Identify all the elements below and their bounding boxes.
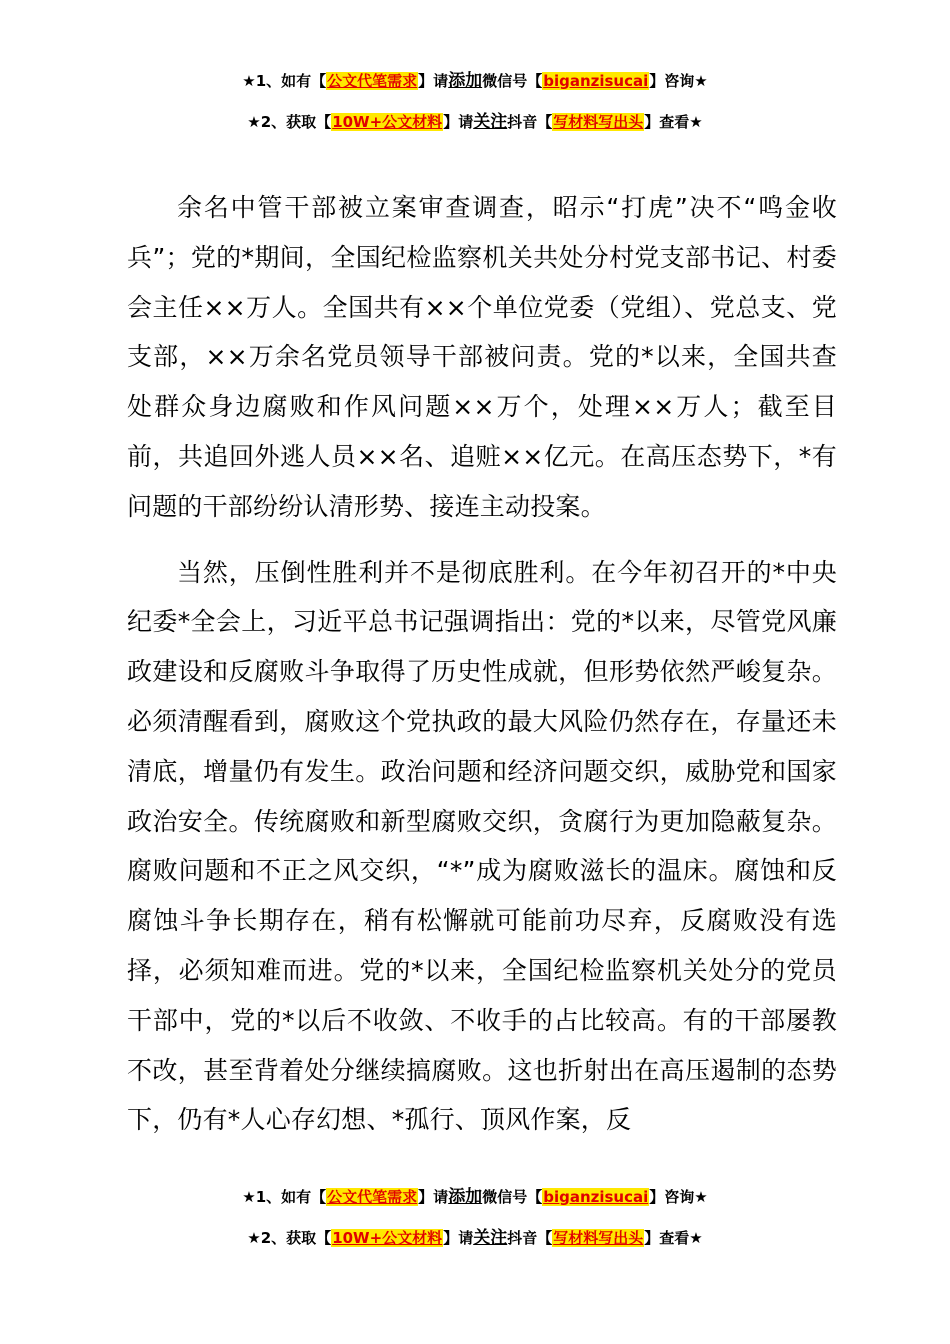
banner-text: ★2、获取【 — [247, 1229, 332, 1247]
banner-text: 抖音【 — [507, 113, 553, 131]
document-body — [127, 183, 837, 1145]
banner-text: 抖音【 — [507, 1229, 553, 1247]
banner-text: 】请 — [443, 113, 474, 131]
banner-text: 】请 — [443, 1229, 474, 1247]
highlight-wechat-id: biganzisucai — [543, 1188, 649, 1206]
banner-text: 微信号【 — [482, 72, 543, 90]
underlined-add: 添加 — [448, 71, 483, 91]
highlight-wechat-id: biganzisucai — [543, 72, 649, 90]
banner-text: 】请 — [418, 1188, 449, 1206]
highlight-service: 公文代笔需求 — [327, 72, 418, 90]
banner-text: ★2、获取【 — [247, 113, 332, 131]
banner-line-2 — [0, 1227, 950, 1249]
banner-text: 】查看★ — [644, 113, 703, 131]
banner-text: 】咨询★ — [649, 72, 708, 90]
banner-text: ★1、如有【 — [242, 72, 327, 90]
underlined-follow: 关注 — [473, 112, 508, 132]
paragraph: 当然，压倒性胜利并不是彻底胜利。在今年初召开的*中央纪委*全会上，习近平总书记强调指出：党的*以来，尽管党风廉政建设和反腐败斗争取得了历史性成就，但形势依然严峻复杂。必须清醒看到，腐败这个党执政的最大风险仍然存在，存量还未清底，增量仍有发生。政治问题和经济问题交织，威胁党和国家政治安全。传统腐败和新型腐败交织，贪腐行为更加隐蔽复杂。腐败问题和不正之风交织，“*”成为腐败滋长的温床。腐蚀和反腐蚀斗争长期存在，稍有松懈就可能前功尽弃，反腐败没有选择，必须知难而进。党的*以来，全国纪检监察机关处分的党员干部中，党的*以后不收敛、不收手的占比较高。有的干部屡教不改，甚至背着处分继续搞腐败。这也折射出在高压遏制的态势下，仍有*人心存幻想、*孤行、顶风作案，反 — [127, 557, 837, 1135]
underlined-follow: 关注 — [473, 1228, 508, 1248]
paragraph: 余名中管干部被立案审查调查，昭示“打虎”决不“鸣金收兵”；党的*期间，全国纪检监察机关共处分村党支部书记、村委会主任××万人。全国共有××个单位党委（党组）、党总支、党支部，××万余名党员领导干部被问责。党的*以来，全国共查处群众身边腐败和作风问题××万个，处理××万人；截至目前，共追回外逃人员××名、追赃××亿元。在高压态势下，*有问题的干部纷纷认清形势、接连主动投案。 — [127, 193, 837, 521]
banner-text: 】请 — [418, 72, 449, 90]
underlined-add: 添加 — [448, 1187, 483, 1207]
banner-line-2 — [0, 111, 950, 133]
banner-text: 】查看★ — [644, 1229, 703, 1247]
highlight-douyin: 写材料写出头 — [553, 113, 644, 131]
highlight-materials: 10W+公文材料 — [332, 113, 443, 131]
highlight-douyin: 写材料写出头 — [553, 1229, 644, 1247]
banner-text: 微信号【 — [482, 1188, 543, 1206]
banner-line-1 — [0, 70, 950, 92]
highlight-service: 公文代笔需求 — [327, 1188, 418, 1206]
highlight-materials: 10W+公文材料 — [332, 1229, 443, 1247]
banner-text: 】咨询★ — [649, 1188, 708, 1206]
banner-line-1 — [0, 1186, 950, 1208]
banner-text: ★1、如有【 — [242, 1188, 327, 1206]
